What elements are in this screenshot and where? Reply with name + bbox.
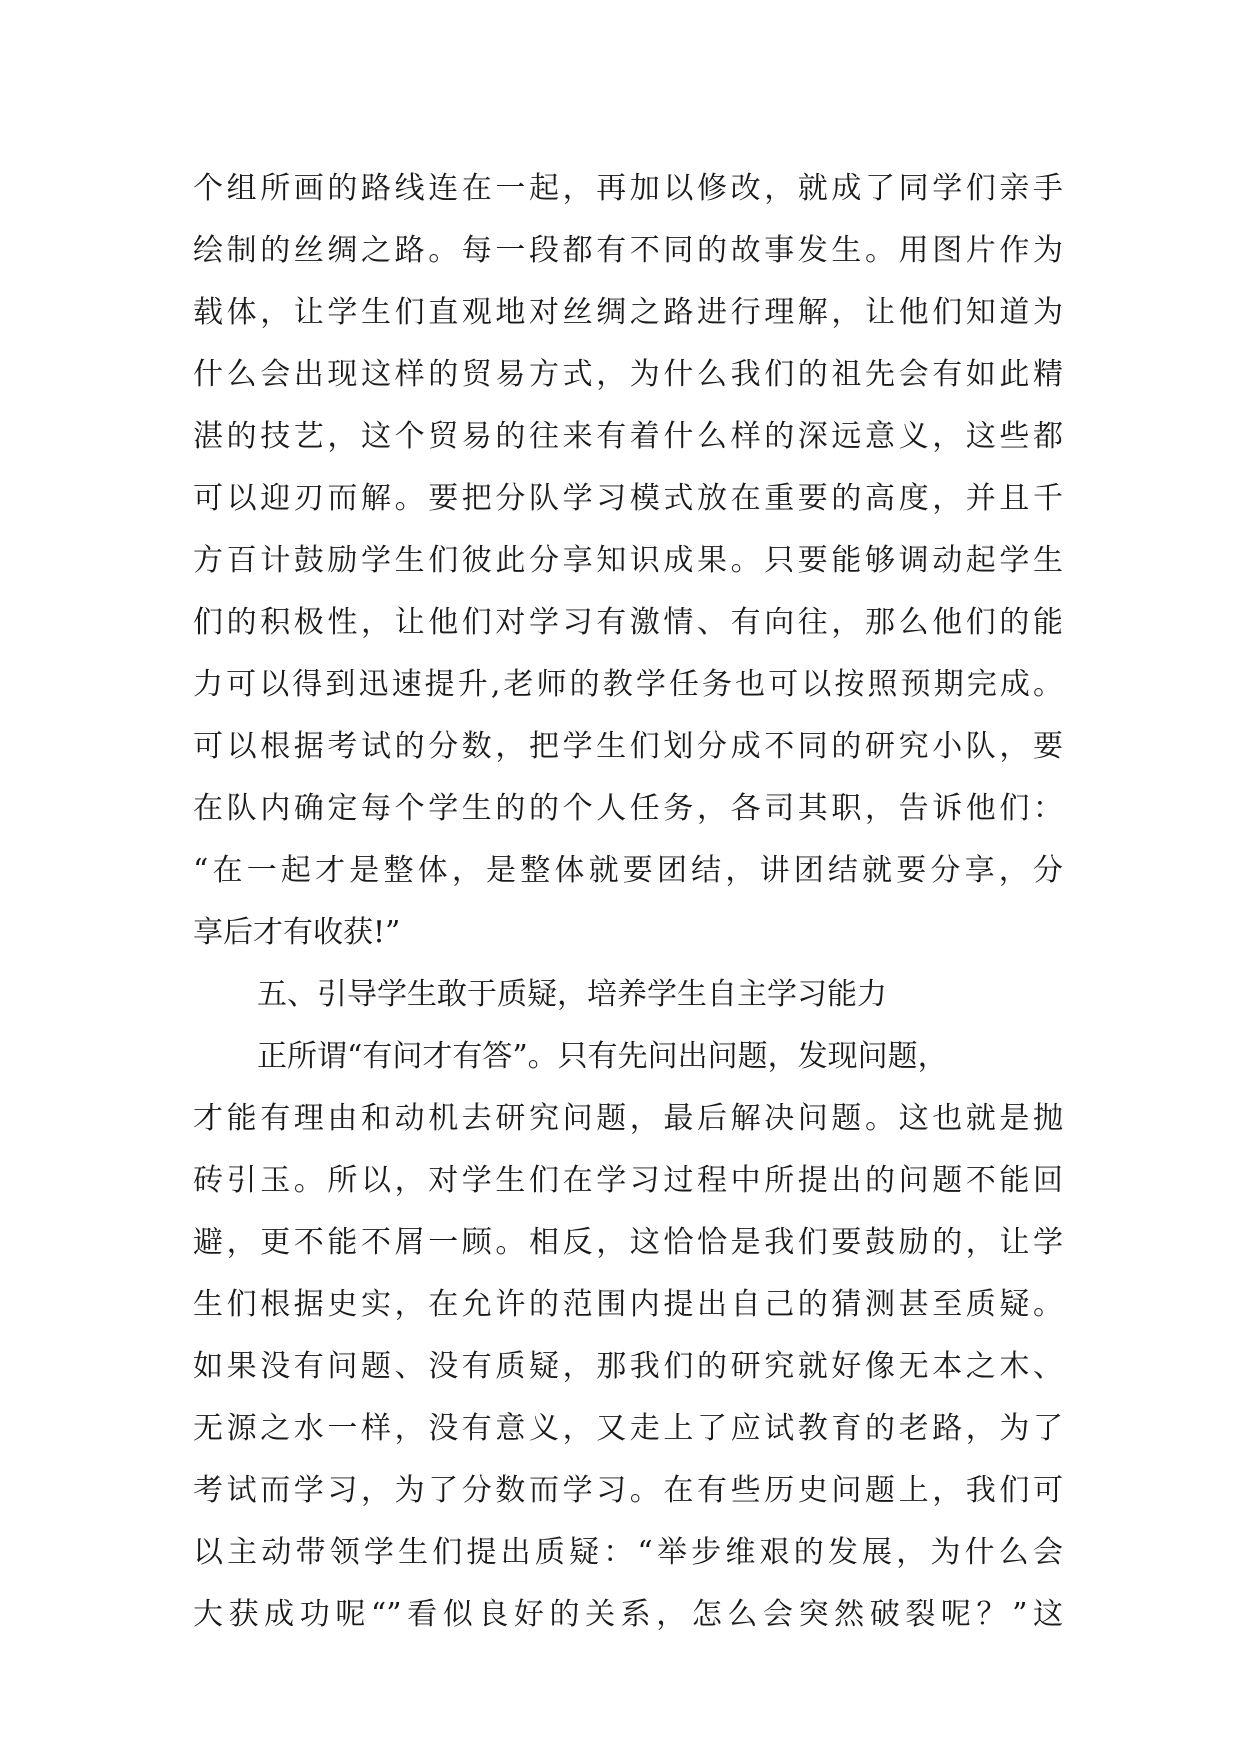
text-line: 方百计鼓励学生们彼此分享知识成果。只要能够调动起学生 [193, 543, 1063, 578]
text-line: 无源之水一样，没有意义，又走上了应试教育的老路，为了 [193, 1411, 1063, 1446]
text-line: 什么会出现这样的贸易方式，为什么我们的祖先会有如此精 [193, 357, 1063, 392]
text-line: 绘制的丝绸之路。每一段都有不同的故事发生。用图片作为 [193, 233, 1063, 268]
section-heading: 五、引导学生敢于质疑，培养学生自主学习能力 [257, 977, 887, 1012]
text-line: 大获成功呢“”看似良好的关系，怎么会突然破裂呢？”这 [193, 1597, 1063, 1632]
text-line: 才能有理由和动机去研究问题，最后解决问题。这也就是抛 [193, 1101, 1063, 1136]
text-line: 们的积极性，让他们对学习有激情、有向往，那么他们的能 [193, 605, 1063, 640]
paragraph-1 [193, 158, 1063, 964]
text-line: 力可以得到迅速提升,老师的教学任务也可以按照预期完成。 [193, 667, 1063, 702]
text-line: 享后才有收获!” [193, 915, 401, 950]
text-line: 可以迎刃而解。要把分队学习模式放在重要的高度，并且千 [193, 481, 1063, 516]
text-line: 载体，让学生们直观地对丝绸之路进行理解，让他们知道为 [193, 295, 1063, 330]
text-line: 湛的技艺，这个贸易的往来有着什么样的深远意义，这些都 [193, 419, 1063, 454]
document-body [193, 158, 1063, 1646]
text-line: 考试而学习，为了分数而学习。在有些历史问题上，我们可 [193, 1473, 1063, 1508]
text-line: 正所谓“有问才有答”。只有先问出问题，发现问题， [257, 1039, 948, 1074]
text-line: 避，更不能不屑一顾。相反，这恰恰是我们要鼓励的，让学 [193, 1225, 1063, 1260]
text-line: 如果没有问题、没有质疑，那我们的研究就好像无本之木、 [193, 1349, 1063, 1384]
text-line: 生们根据史实，在允许的范围内提出自己的猜测甚至质疑。 [193, 1287, 1063, 1322]
text-line: 个组所画的路线连在一起，再加以修改，就成了同学们亲手 [193, 171, 1063, 206]
text-line: 在队内确定每个学生的的个人任务，各司其职，告诉他们： [193, 791, 1063, 826]
text-line: 以主动带领学生们提出质疑：“举步维艰的发展，为什么会 [193, 1535, 1063, 1570]
text-line: 可以根据考试的分数，把学生们划分成不同的研究小队，要 [193, 729, 1063, 764]
paragraph-2 [193, 1026, 1063, 1646]
text-line: 砖引玉。所以，对学生们在学习过程中所提出的问题不能回 [193, 1163, 1063, 1198]
text-line: “在一起才是整体，是整体就要团结，讲团结就要分享，分 [193, 853, 1063, 888]
